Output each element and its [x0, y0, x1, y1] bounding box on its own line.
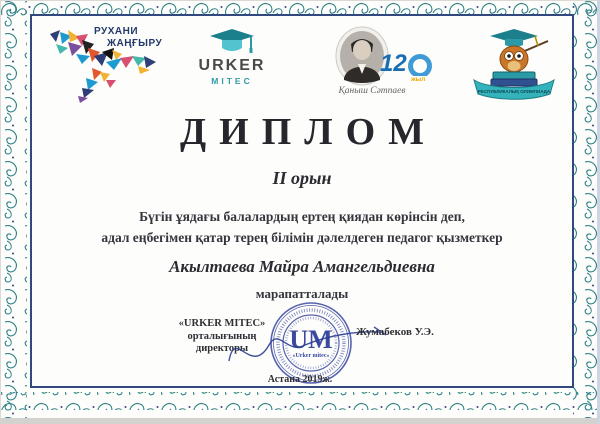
rukhani-line2: ЖАҢҒЫРУ: [107, 38, 163, 49]
stamp-monogram: UM: [289, 325, 333, 354]
diploma-title: ДИПЛОМ: [180, 111, 437, 153]
satpayev-caption: Қаныш Сәтпаев: [338, 86, 406, 96]
award-word: марапатталады: [255, 286, 349, 301]
citation-paragraph: [40, 206, 564, 248]
urker-logo-name: URKER: [198, 57, 266, 74]
anniversary-suffix: жыл: [411, 76, 426, 83]
rukhani-line1: РУХАНИ: [94, 26, 139, 37]
owl-on-books-icon: [468, 26, 560, 102]
citation-line-1: Бүгін ұядағы балалардың ертең қиядан көрінсін деп,: [139, 209, 465, 224]
place-line: II орын: [272, 168, 332, 188]
signer-org-line-3: директоры: [195, 343, 249, 354]
urker-mitec-logo: [194, 28, 270, 86]
urker-logo-subname: MITEC: [211, 76, 253, 86]
rukhani-zhangyru-logo: [42, 24, 177, 104]
recipient-name: Акылтаева Майра Амангельдиевна: [169, 257, 435, 276]
stamp-subtext: «Urker mitec»: [292, 353, 330, 359]
signer-org-line-1: «URKER MITEC»: [178, 318, 266, 329]
satpayev-anniversary-logo: [334, 26, 426, 98]
footer-place-year: Астана 2019ж.: [267, 374, 333, 385]
owl-ribbon-text: РЕСПУБЛИКАЛЫҚ ОЛИМПИАДА: [477, 89, 551, 94]
zero-ring-icon: [408, 54, 432, 78]
anniversary-120: [380, 50, 432, 83]
olympiad-owl-logo: [468, 26, 560, 102]
rukhani-logo-text: [94, 26, 162, 50]
scan-edge-bottom: [0, 418, 600, 424]
signer-org-line-2: орталығының: [187, 330, 257, 342]
signer-name: Жумабеков У.Э.: [356, 326, 434, 338]
citation-line-2: адал еңбегімен қатар терең білімін дәлелдеген педагог қызметкер: [101, 230, 503, 245]
graduation-cap-icon: [206, 28, 258, 56]
anniversary-digits: 12: [380, 50, 407, 77]
